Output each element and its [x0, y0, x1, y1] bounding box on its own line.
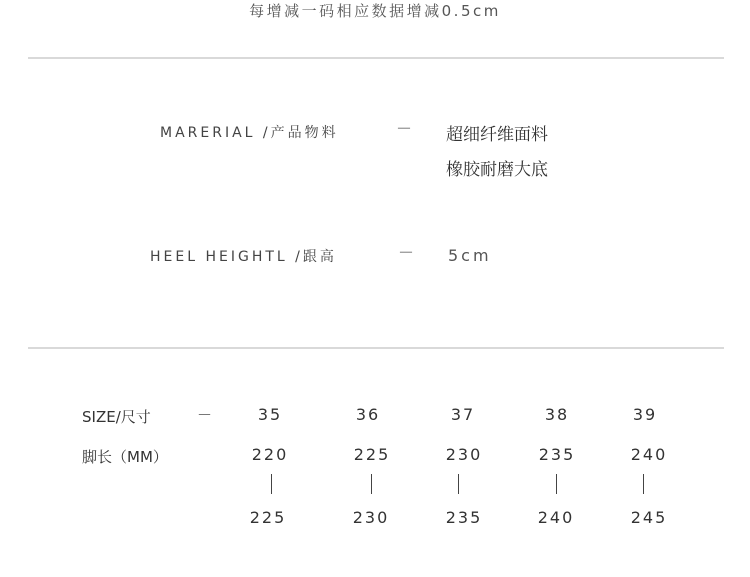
length-min-37: 230 [445, 445, 483, 464]
range-bar-39 [643, 474, 644, 494]
length-min-36: 225 [353, 445, 391, 464]
length-min-39: 240 [630, 445, 668, 464]
length-max-37: 235 [445, 508, 483, 527]
length-max-36: 230 [352, 508, 390, 527]
range-bar-35 [271, 474, 272, 494]
size-36: 36 [355, 405, 381, 424]
length-max-38: 240 [537, 508, 575, 527]
size-38: 38 [544, 405, 570, 424]
range-bar-38 [556, 474, 557, 494]
size-note: 每增减一码相应数据增减0.5cm [249, 2, 501, 20]
material-value-upper: 超细纤维面料 [446, 125, 548, 145]
divider-top [28, 57, 724, 59]
heel-height-label: HEEL HEIGHTL /跟高 [150, 249, 337, 265]
size-dash: － [197, 406, 213, 424]
heel-height-dash: － [398, 243, 415, 262]
divider-middle [28, 347, 724, 349]
range-bar-36 [371, 474, 372, 494]
length-min-38: 235 [538, 445, 576, 464]
size-37: 37 [450, 405, 476, 424]
size-39: 39 [632, 405, 658, 424]
length-max-39: 245 [630, 508, 668, 527]
foot-length-label: 脚长（MM） [82, 448, 168, 466]
heel-height-value: 5cm [448, 246, 492, 265]
length-max-35: 225 [249, 508, 287, 527]
size-35: 35 [257, 405, 283, 424]
material-label: MARERIAL /产品物料 [160, 125, 339, 141]
length-min-35: 220 [251, 445, 289, 464]
range-bar-37 [458, 474, 459, 494]
material-value-sole: 橡胶耐磨大底 [446, 160, 548, 180]
size-label: SIZE/尺寸 [82, 408, 151, 426]
material-dash: － [396, 119, 413, 138]
